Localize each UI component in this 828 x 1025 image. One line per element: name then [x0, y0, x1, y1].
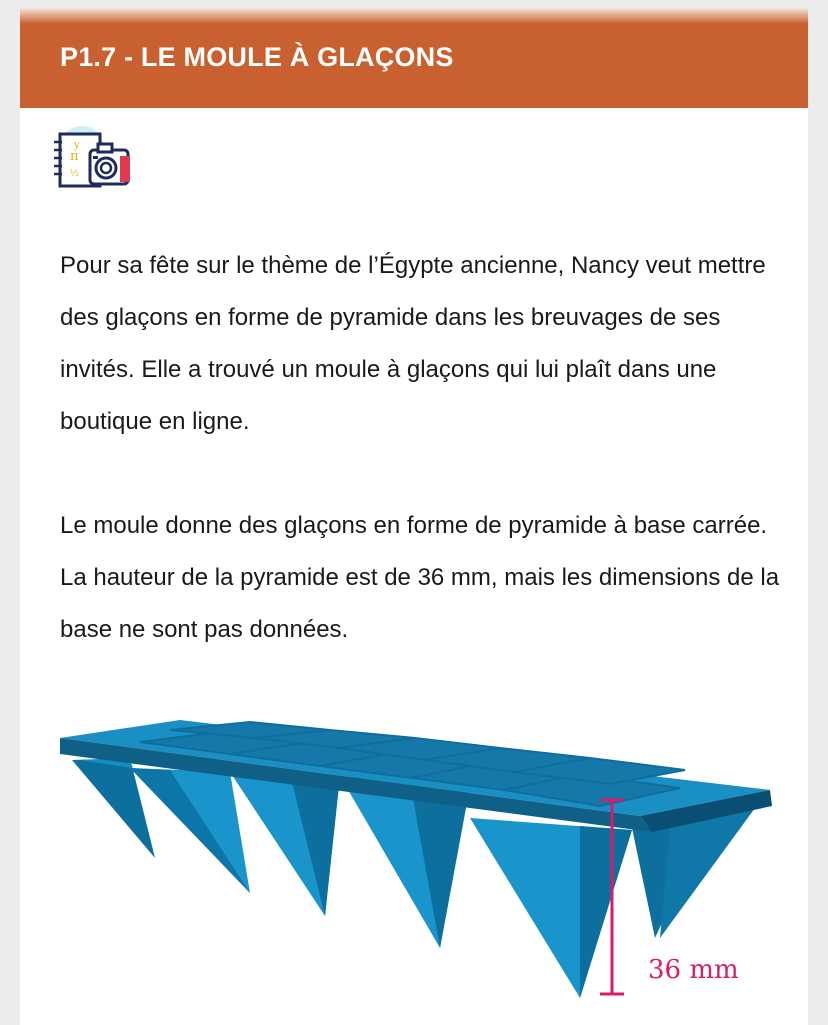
height-label: 36 mm — [648, 955, 739, 985]
ice-tray-illustration — [20, 708, 808, 1025]
svg-text:π: π — [70, 149, 79, 164]
intro-paragraph: Pour sa fête sur le thème de l’Égypte ancienne, Nancy veut mettre des glaçons en forme de pyramide dans les breuvages de ses invités. Elle a trouvé un moule à glaçons qui lui plaît dans une boutique en ligne. — [60, 252, 766, 435]
svg-text:½: ½ — [70, 169, 79, 179]
notebook-camera-icon — [40, 112, 154, 196]
description-paragraph: Le moule donne des glaçons en forme de pyramide à base carrée. La hauteur de la pyramide est de 36 mm, mais les dimensions de la base ne sont pas données. — [60, 512, 780, 643]
header-bar — [20, 8, 808, 108]
svg-text:y: y — [74, 140, 80, 151]
problem-card — [20, 8, 808, 1025]
page-title: P1.7 - LE MOULE À GLAÇONS — [60, 42, 454, 72]
